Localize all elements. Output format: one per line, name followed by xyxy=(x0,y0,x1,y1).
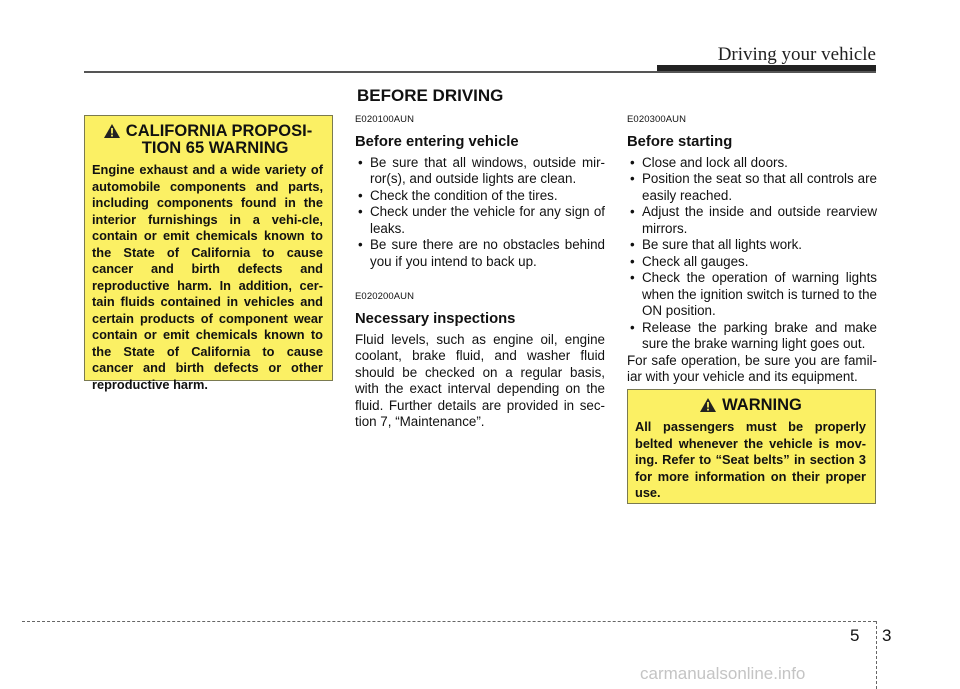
starting-heading: Before starting xyxy=(627,133,733,150)
starting-list xyxy=(627,155,877,353)
warning-triangle-icon xyxy=(699,397,717,413)
list-item: • Check the condition of the tires. xyxy=(355,188,605,205)
starting-closing-text: For safe operation, be sure you are famil-iar with your vehicle and its equipment. xyxy=(627,352,877,384)
entering-list xyxy=(355,155,605,271)
inspections-text: Fluid levels, such as engine oil, engine coolant, brake fluid, and washer fluid should be checked on a regular basis, with the exact interval depending on the fluid. Further details are provided in sec-tion 7, “Maintenance”. xyxy=(355,331,605,429)
seatbelt-warning-title: WARNING xyxy=(722,396,802,414)
seatbelt-warning-box xyxy=(627,389,876,504)
footer-rule xyxy=(22,621,876,622)
section-number: 5 xyxy=(850,626,860,645)
list-item: • Check under the vehicle for any sign of leaks. xyxy=(355,204,605,237)
list-item: • Release the parking brake and make sure the brake warning light goes out. xyxy=(627,320,877,353)
section-title: BEFORE DRIVING xyxy=(357,86,504,105)
list-item: • Close and lock all doors. xyxy=(627,155,877,172)
warning-triangle-icon xyxy=(103,123,121,139)
middle-column xyxy=(355,112,605,431)
spacer xyxy=(355,270,605,289)
watermark: carmanualsonline.info xyxy=(640,664,806,683)
california-warning-title-line1: CALIFORNIA PROPOSI- xyxy=(125,122,313,140)
inspections-code: E020200AUN xyxy=(355,291,415,302)
list-item: • Position the seat so that all controls are easily reached. xyxy=(627,171,877,204)
list-item: • Check the operation of warning lights when the ignition switch is turned to the ON position. xyxy=(627,270,877,320)
page-number: 3 xyxy=(882,626,892,645)
list-item: • Be sure that all lights work. xyxy=(627,237,877,254)
california-warning-text: Engine exhaust and a wide variety of automobile components and parts, including components found in the interior furnishings in a vehi-cle, contain or emit chemicals known to the State of California to cause cancer and birth defects and reproductive harm. In addition, cer-tain fluids contained in vehicles and certain products of component wear contain or emit chemicals known to the State of California to cause cancer and birth defects or other reproductive harm. xyxy=(92,162,323,392)
list-item: • Check all gauges. xyxy=(627,254,877,271)
seatbelt-warning-text: All passengers must be properly belted whenever the vehicle is mov-ing. Refer to “Seat belts” in section 3 for more information on their proper use. xyxy=(635,419,866,500)
entering-heading: Before entering vehicle xyxy=(355,133,519,150)
california-warning-title-line2: TION 65 WARNING xyxy=(141,139,289,157)
list-item: • Adjust the inside and outside rearview mirrors. xyxy=(627,204,877,237)
list-item: • Be sure there are no obstacles behind you if you intend to back up. xyxy=(355,237,605,270)
entering-code: E020100AUN xyxy=(355,114,415,125)
list-item: • Be sure that all windows, outside mir-ror(s), and outside lights are clean. xyxy=(355,155,605,188)
right-column xyxy=(627,112,877,386)
footer-divider xyxy=(876,621,877,689)
header-rule xyxy=(84,71,876,73)
seatbelt-warning-heading xyxy=(635,397,866,414)
page-header-title: Driving your vehicle xyxy=(717,44,876,65)
inspections-heading: Necessary inspections xyxy=(355,310,516,327)
california-warning-heading xyxy=(92,123,323,157)
california-warning-box xyxy=(84,115,333,392)
starting-code: E020300AUN xyxy=(627,114,687,125)
